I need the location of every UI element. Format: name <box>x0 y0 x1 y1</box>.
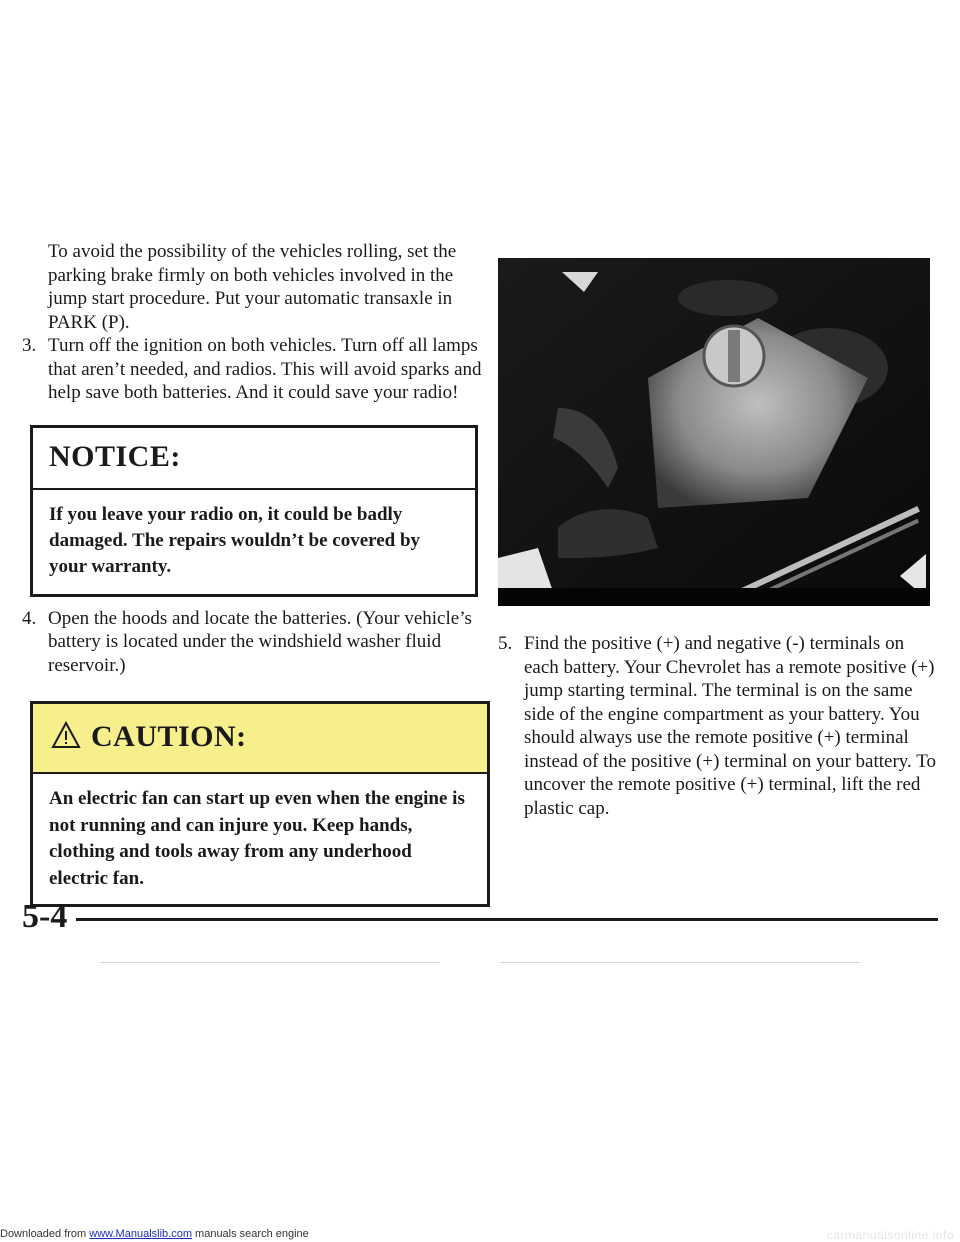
notice-heading: NOTICE: <box>33 428 475 490</box>
step-3 <box>22 334 482 405</box>
battery-terminal-photo <box>498 258 930 606</box>
step-3-number: 3. <box>22 335 37 356</box>
scan-artifact-line <box>500 962 860 963</box>
caution-heading: CAUTION: <box>91 720 247 753</box>
manualslib-link[interactable]: www.Manualslib.com <box>89 1228 192 1240</box>
warning-triangle-icon <box>51 721 81 754</box>
step-4-text: Open the hoods and locate the batteries. (Your vehicle’s battery is located under the windshield washer fluid reservoir.) <box>48 607 472 676</box>
left-column <box>22 240 482 907</box>
right-column <box>498 632 938 820</box>
download-banner <box>0 1228 309 1240</box>
download-banner-suffix: manuals search engine <box>191 1228 309 1240</box>
download-banner-prefix: Downloaded from <box>0 1228 90 1240</box>
step-4 <box>22 607 482 678</box>
notice-body: If you leave your radio on, it could be badly damaged. The repairs wouldn’t be covered by your warranty. <box>49 503 421 577</box>
footer-rule <box>76 918 938 921</box>
step-5-text: Find the positive (+) and negative (-) terminals on each battery. Your Chevrolet has a remote positive (+) jump starting terminal. The terminal is on the same side of the engine compartment as your battery. You should always use the remote positive (+) terminal instead of the positive (+) terminal on your battery. To uncover the remote positive (+) terminal, lift the red plastic cap. <box>524 633 936 819</box>
step-4-number: 4. <box>22 607 37 629</box>
notice-box <box>30 425 478 597</box>
step-5 <box>498 632 938 820</box>
intro-paragraph: To avoid the possibility of the vehicles rolling, set the parking brake firmly on both vehicles involved in the jump start procedure. Put your automatic transaxle in PARK (P). <box>48 241 457 333</box>
page-number: 5-4 <box>22 898 68 935</box>
caution-body: An electric fan can start up even when the engine is not running and can injure you. Keep hands, clothing and tools away from any underhood electric fan. <box>49 788 465 889</box>
caution-header <box>33 704 487 774</box>
watermark: carmanualsonline.info <box>826 1228 954 1242</box>
caution-box <box>30 701 490 907</box>
scan-artifact-line <box>100 962 440 963</box>
step-3-text: Turn off the ignition on both vehicles. Turn off all lamps that aren’t needed, and radios. This will avoid sparks and help save both batteries. And it could save your radio! <box>48 335 482 403</box>
step-5-number: 5. <box>498 633 513 654</box>
